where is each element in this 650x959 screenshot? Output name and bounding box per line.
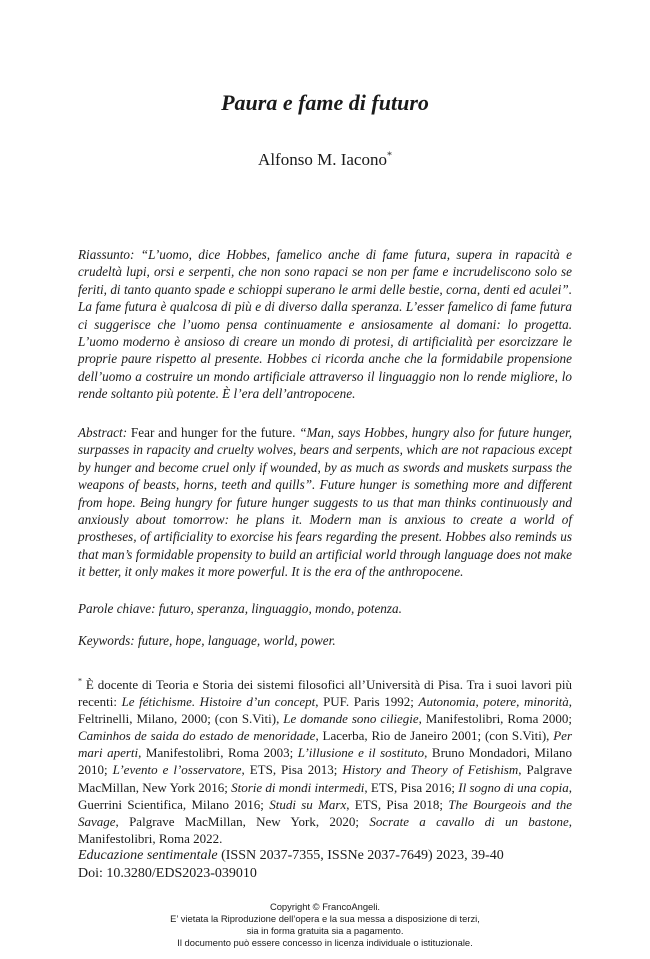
abstract-paragraph [78,424,572,581]
footnote-segment: L’illusione e il sostituto [297,745,425,761]
journal-details: (ISSN 2037-7355, ISSNe 2037-7649) 2023, 39-40 [217,848,504,863]
footnote-segment: Il sogno di una copia [458,779,569,795]
footnote-segment: , ETS, Pisa 2016; [364,779,459,795]
abstract-text: “Man, says Hobbes, hungry also for future hunger, surpasses in rapacity and cruelty wolves, bears and serpents, which are not rapacious except by hunger and become cruel only if wounded, by as much as swords and muskets surpass the weapons of beasts, horns, teeth and quills”. Future hunger is something more and different from hope. Being hungry for future hunger suggests to us that man thinks continuously and anxiously about tomorrow: he plans it. Modern man is anxious to create a world of prostheses, of artificiality to exorcise his fears regarding the present. Hobbes also reminds us that man’s formidable propensity to build an artificial world through language does not make it better, it only makes it more powerful. It is the era of the anthropocene. [78,425,572,580]
footnote-segment: Caminhos de saida do estado de menoridade [78,728,316,744]
paper-title: Paura e fame di futuro [221,90,429,115]
copyright-line: E’ vietata la Riproduzione dell’opera e la sua messa a disposizione di terzi, [170,913,480,924]
copyright-line: sia in forma gratuita sia a pagamento. [246,925,404,936]
journal-name: Educazione sentimentale [78,848,218,863]
footnote-segment: Socrate a cavallo di un bastone [369,813,569,829]
footnote-segment: Autonomia, potere, minorità [418,694,569,710]
author-name: Alfonso M. Iacono [258,150,387,169]
footnote-segment: Studi su Marx [269,796,347,812]
footnote-segment: , Palgrave MacMillan, New York 2016; [78,762,572,795]
footnote-segment: , PUF. Paris 1992; [315,694,419,710]
footnote-segment: The Bourgeois and the Savage [78,796,573,829]
abstract-lead: Fear and hunger for the future. [127,425,300,440]
footnote-segment: , Palgrave MacMillan, New York, 2020; [115,813,370,829]
parole-chiave: Parole chiave: futuro, speranza, linguaggio, mondo, potenza. [78,601,402,616]
keywords: Keywords: future, hope, language, world, power. [78,633,336,648]
author-line [0,150,650,170]
riassunto-paragraph [78,246,572,403]
footnote-segment: , Manifestolibri, Roma 2003; [138,745,298,761]
author-footnote-mark: * [386,150,392,162]
footnote-segment: Le domande sono ciliegie [283,711,419,727]
footnote-segment: , Manifestolibri, Roma 2000; [418,711,572,727]
footnote-segment: Per mari aperti [78,728,573,761]
riassunto-label: Riassunto: [78,247,135,262]
footnote-segment: , ETS, Pisa 2013; [241,762,343,778]
copyright-notice [0,901,650,949]
footnote-segment: L’evento e l’osservatore [112,762,242,778]
author-footnote [78,676,572,847]
footnote-segment: History and Theory of Fetishism [342,762,519,778]
footnote-segment: , Lacerba, Rio de Janeiro 2001; (con S.Viti), [315,728,554,744]
footnote-mark: * [78,676,82,686]
riassunto-text: “L’uomo, dice Hobbes, famelico anche di fame futura, supera in rapacità e crudeltà lupi, orsi e serpenti, che non sono rapaci se non per fame e incrudeliscono solo se feriti, di tanto quanto spade e schioppi superano le armi delle bestie, corna, denti ed aculei”. La fame futura è qualcosa di più e di diverso dalla speranza. L’esser famelico di fame futura ci suggerisce che l’uomo pensa continuamente e ansiosamente al domani: lo progetta. L’uomo moderno è ansioso di creare un mondo di protesi, di artificialità per esorcizzare le proprie paure rispetto al presente. Hobbes ci ricorda anche che la formidabile propensione dell’uomo a costruire un mondo artificiale attraverso il linguaggio non lo rende migliore, lo rende soltanto più potente. È l’era dell’antropocene. [78,247,572,402]
abstract-label: Abstract: [78,425,128,440]
footnote-segment: , Feltrinelli, Milano, 2000; (con S.Viti), [78,694,572,727]
footnote-segment: , Bruno Mondadori, Milano 2010; [78,745,572,778]
copyright-line: Il documento può essere concesso in licenza individuale o istituzionale. [177,937,473,948]
footnote-segment: Storie di mondi intermedi [231,779,365,795]
footnote-segment: , ETS, Pisa 2018; [346,796,449,812]
journal-citation [78,847,578,883]
footnote-text [78,677,572,846]
footnote-segment: , Guerrini Scientifica, Milano 2016; [78,779,573,812]
footnote-segment: , Manifestolibri, Roma 2022. [78,813,572,846]
copyright-line: Copyright © FrancoAngeli. [269,901,381,912]
footnote-segment: È docente di Teoria e Storia dei sistemi filosofici all’Università di Pisa. Tra i suoi lavori più recenti: [78,677,572,710]
journal-doi: Doi: 10.3280/EDS2023-039010 [78,866,257,881]
footnote-segment: Le fétichisme. Histoire d’un concept [121,694,316,710]
